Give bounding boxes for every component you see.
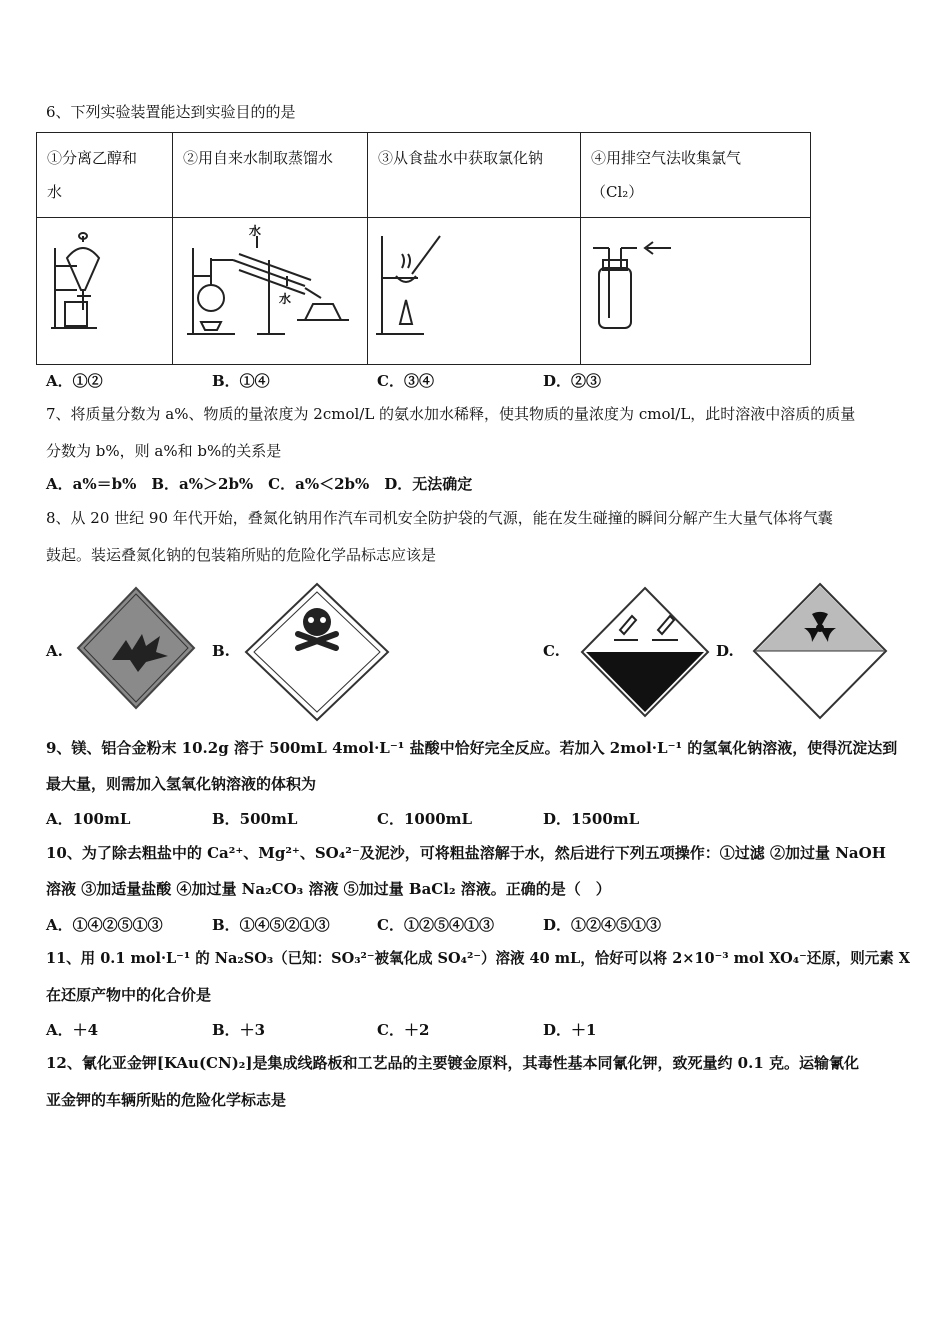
q6-option-b[interactable]: B．①④ — [212, 372, 270, 390]
q6-option-d[interactable]: D．②③ — [543, 372, 602, 390]
q6-apparatus-table — [36, 132, 811, 365]
q11-stem-line2: 在还原产物中的化合价是 — [46, 986, 212, 1004]
corrosive-hazard-sign — [580, 586, 710, 718]
q10-option-b[interactable]: B．①④⑤②①③ — [212, 916, 330, 934]
q11-option-d[interactable]: D．＋1 — [543, 1021, 597, 1039]
q6-header-1: ①分离乙醇和 水 — [37, 133, 173, 218]
q6-apparatus-2 — [173, 218, 368, 365]
q9-option-c[interactable]: C．1000mL — [377, 810, 473, 828]
q8-option-b[interactable]: B. — [212, 642, 230, 660]
q10-option-a[interactable]: A．①④②⑤①③ — [46, 916, 163, 934]
toxic-hazard-sign — [242, 582, 392, 722]
q11-option-a[interactable]: A．＋4 — [46, 1021, 99, 1039]
q9-stem-line1: 9、镁、铝合金粉末 10.2g 溶于 500mL 4mol·L⁻¹ 盐酸中恰好完全反应。若加入 2mol·L⁻¹ 的氢氧化钠溶液，使得沉淀达到 — [46, 739, 898, 757]
q6-apparatus-4 — [581, 218, 811, 365]
water-out-label: 水 — [279, 292, 292, 306]
separatory-funnel-diagram — [37, 218, 172, 364]
q7-options[interactable]: A．a%＝b% B．a%＞2b% C．a%＜2b% D．无法确定 — [46, 475, 473, 493]
q10-stem-line1: 10、为了除去粗盐中的 Ca²⁺、Mg²⁺、SO₄²⁻及泥沙，可将粗盐溶解于水，然后进行下列五项操作：①过滤 ②加过量 NaOH — [46, 844, 886, 862]
q8-option-c[interactable]: C. — [543, 642, 560, 660]
q9-option-a[interactable]: A．100mL — [46, 810, 131, 828]
q8-option-a[interactable]: A. — [46, 642, 63, 660]
q9-option-b[interactable]: B．500mL — [212, 810, 298, 828]
q11-option-c[interactable]: C．＋2 — [377, 1021, 430, 1039]
q6-header-4: ④用排空气法收集氯气 （Cl₂） — [581, 133, 811, 218]
q8-stem-line2: 鼓起。装运叠氮化钠的包装箱所贴的危险化学品标志应该是 — [46, 546, 437, 564]
q8-stem-line1: 8、从 20 世纪 90 年代开始，叠氮化钠用作汽车司机安全防护袋的气源，能在发生碰撞的瞬间分解产生大量气体将气囊 — [46, 509, 833, 527]
q10-option-c[interactable]: C．①②⑤④①③ — [377, 916, 494, 934]
q12-stem-line2: 亚金钾的车辆所贴的危险化学标志是 — [46, 1091, 287, 1109]
q6-apparatus-1 — [37, 218, 173, 365]
q10-stem-line2: 溶液 ③加适量盐酸 ④加过量 Na₂CO₃ 溶液 ⑤加过量 BaCl₂ 溶液。正确的是（ ） — [46, 880, 611, 898]
q6-header-2: ②用自来水制取蒸馏水 — [173, 133, 368, 218]
q7-stem-line2: 分数为 b%，则 a%和 b%的关系是 — [46, 442, 282, 460]
q6-header-3: ③从食盐水中获取氯化钠 — [368, 133, 581, 218]
q12-stem-line1: 12、氰化亚金钾[KAu(CN)₂]是集成线路板和工艺品的主要镀金原料，其毒性基本同氰化钾，致死量约 0.1 克。运输氰化 — [46, 1054, 860, 1072]
q6-option-c[interactable]: C．③④ — [377, 372, 434, 390]
q10-option-d[interactable]: D．①②④⑤①③ — [543, 916, 662, 934]
q6-stem: 6、下列实验装置能达到实验目的的是 — [46, 103, 296, 121]
distillation-diagram — [173, 218, 367, 364]
q11-option-b[interactable]: B．＋3 — [212, 1021, 266, 1039]
q9-stem-line2: 最大量，则需加入氢氧化钠溶液的体积为 — [46, 775, 317, 793]
q6-option-a[interactable]: A．①② — [46, 372, 103, 390]
radioactive-hazard-sign — [752, 582, 888, 720]
q7-stem-line1: 7、将质量分数为 a%、物质的量浓度为 2cmol/L 的氨水加水稀释，使其物质的量浓度为 cmol/L，此时溶液中溶质的质量 — [46, 405, 856, 423]
evaporation-diagram — [368, 218, 580, 364]
q6-apparatus-3 — [368, 218, 581, 365]
q8-option-d[interactable]: D. — [716, 642, 734, 660]
gas-collection-bottle-diagram — [581, 218, 810, 364]
water-in-label: 水 — [249, 224, 262, 238]
explosive-hazard-sign — [76, 586, 196, 710]
q9-option-d[interactable]: D．1500mL — [543, 810, 640, 828]
q11-stem-line1: 11、用 0.1 mol·L⁻¹ 的 Na₂SO₃（已知：SO₃²⁻被氧化成 SO₄²⁻）溶液 40 mL，恰好可以将 2×10⁻³ mol XO₄⁻还原，则元素 X — [46, 949, 911, 967]
